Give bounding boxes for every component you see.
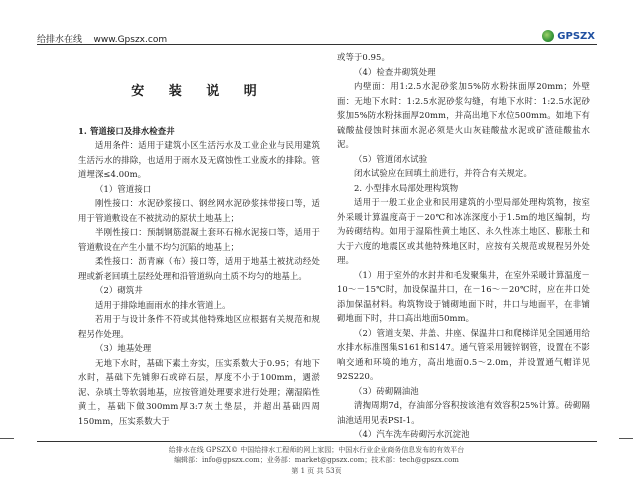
crop-mark-left (0, 438, 14, 439)
header-site-name: 给排水在线 (37, 35, 83, 45)
paragraph: （2）砌筑井 (95, 285, 143, 295)
paragraph: （2）管道支架、井盖、井座、保温井口和爬梯详见全国通用给水排水标准图集S161和S147。通气管采用镀锌钢管，设置在不影响交通和环境的地方，高出地面0.5～2.0m，并设置通气帽详见92S220。 (337, 327, 590, 381)
paragraph: （5）管道闭水试验 (354, 153, 428, 164)
paragraph: 闭水试验应在回填土前进行，并符合有关规定。 (354, 168, 532, 178)
page-number: 第 1 页 共 53页 (291, 467, 342, 475)
site-logo (542, 30, 595, 42)
paragraph: 若用于与设计条件不符或其他特殊地区应根据有关规范和规程另作处理。 (78, 314, 320, 339)
paragraph: 内壁面：用1:2.5水泥砂浆加5%防水粉抹面厚20mm；外壁面：无地下水时：1:2.5水泥砂浆勾缝，有地下水时：1:2.5水泥砂浆加5%防水粉抹面厚20mm，并高出地下水位500mm。如地下有硫酸盐侵蚀时抹面水泥必须是火山灰硅酸盐水泥或矿渣硅酸盐水泥。 (337, 81, 590, 149)
section-heading: 1. 管道接口及排水检查井 (78, 125, 175, 136)
header-divider (37, 44, 597, 45)
paragraph: 适用于排除地面雨水的排水管道上。 (95, 299, 231, 310)
paragraph: （3）地基处理 (95, 343, 152, 353)
right-column (337, 50, 590, 442)
paragraph: （1）用于室外的水封井和毛发聚集井，在室外采暖计算温度－10～－15℃时，加设保温井口，在－16～－20℃时，应在井口处添加保温材料。构筑物设于铺砌地面下时，井口与地面平，在非铺砌地面下时，井口高出地面50mm。 (337, 269, 590, 323)
paragraph: 2. 小型排水局部处理构筑物 (354, 182, 459, 193)
paragraph: 适用于一般工业企业和民用建筑的小型局部处理构筑物，按室外采暖计算温度高于－20℃和冰冻深度小于1.5m的地区编制，均为砖砌结构。如用于湿陷性黄土地区、永久性冻土地区、膨胀土和大于六度的地震区或其他特殊地区时，应按有关规范或规程另外处理。 (337, 197, 590, 265)
left-column (78, 50, 320, 428)
paragraph: 或等于0.95。 (337, 52, 390, 62)
paragraph: 适用条件：适用于建筑小区生活污水及工业企业与民用建筑生活污水的排除，也适用于雨水及无腐蚀性工业废水的排除。管道埋深≤4.00m。 (78, 140, 320, 179)
paragraph: （4）检查井砌筑处理 (354, 66, 436, 77)
document-title: 安 装 说 明 (131, 84, 267, 99)
paragraph: （4）汽车洗车砖砌污水沉淀池 (354, 429, 470, 439)
logo-text: GPSZX (557, 30, 595, 42)
logo-globe-icon (542, 30, 554, 42)
footer-contacts: 编辑部：info@gpszx.com；业务部：market@gpszx.com；技术部：tech@gpszx.com (174, 456, 459, 464)
footer-line-1: 给排水在线 GPSZX© 中国给排水工程师的网上家园；中国水行业企业商务信息发布的有效平台 (168, 446, 465, 454)
header-url-link[interactable]: www.Gpszx.com (93, 35, 168, 45)
paragraph: 半刚性接口：预制钢筋混凝土套环石棉水泥接口等，适用于管道敷设在产生小量不均匀沉陷的地基上； (78, 227, 320, 252)
paragraph: 柔性接口：沥青麻（布）接口等，适用于地基土被扰动经处理或新老回填土层经处理和沿管道纵向土质不均匀的地基上。 (78, 256, 320, 281)
paragraph: （1）管道接口 (95, 183, 152, 194)
crop-mark-right (619, 438, 633, 439)
paragraph: 无地下水时，基础下素土夯实，压实系数大于0.95；有地下水时，基础下先铺卵石或碎石层，厚度不小于100mm，遇淤泥、杂填土等软弱地基，应按管道处理要求进行处理；潮湿陷性黄土，基础下做300mm厚3:7灰土垫层，并超出基础四周150mm，压实系数大于 (78, 357, 320, 426)
footer-divider (37, 441, 597, 442)
paragraph: （3）砖砌隔油池 (354, 385, 419, 396)
page-header (0, 0, 633, 46)
paragraph: 清掏周期7d，存油部分容积按该池有效容积25%计算。砖砌隔油池适用见表PSI-1。 (337, 400, 590, 425)
paragraph: 刚性接口：水泥砂浆接口、钢丝网水泥砂浆抹带接口等，适用于管道敷设在不被扰动的原状土地基上； (78, 198, 320, 223)
